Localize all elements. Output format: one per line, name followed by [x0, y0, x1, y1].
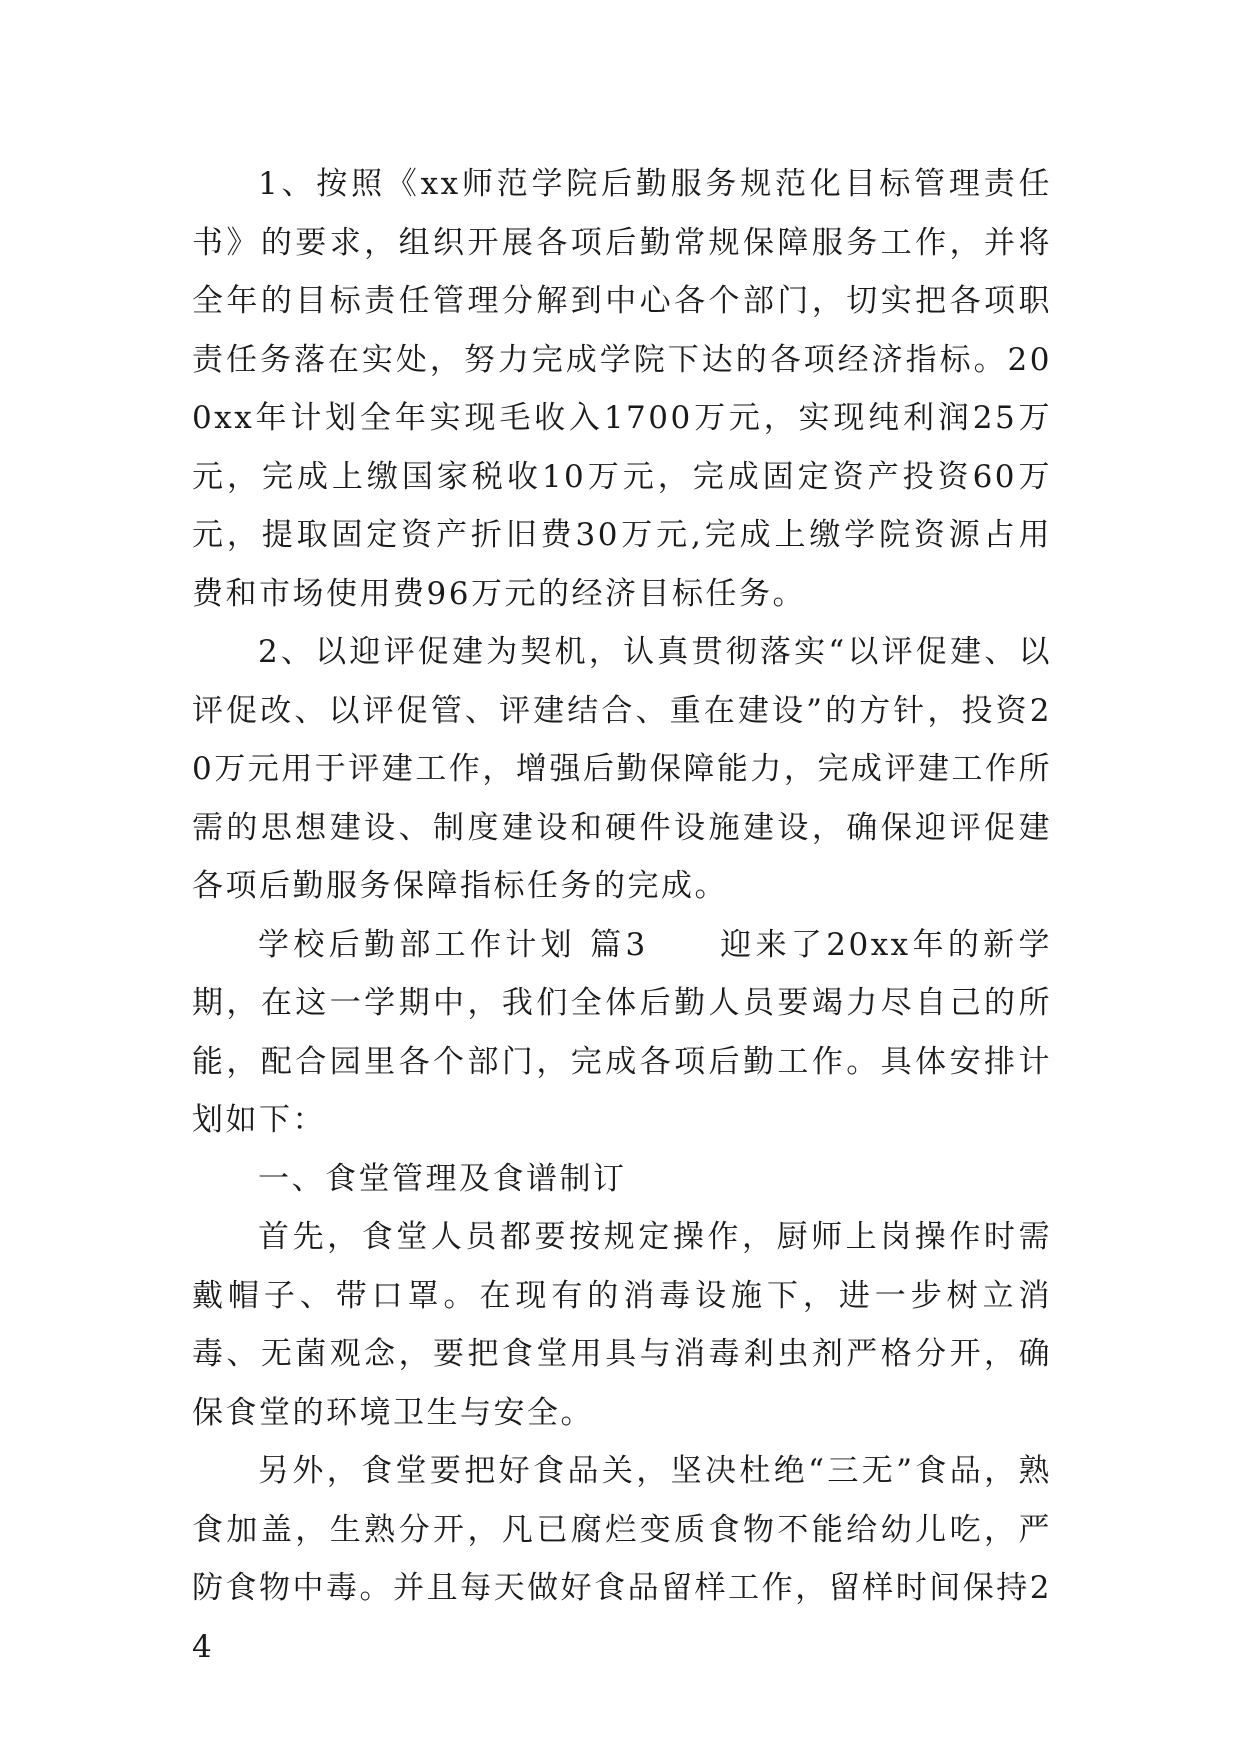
- document-body: [192, 155, 1052, 1676]
- paragraph-plan-intro: 学校后勤部工作计划 篇3 迎来了20xx年的新学期，在这一学期中，我们全体后勤人员要竭力尽自己的所能，配合园里各个部门，完成各项后勤工作。具体安排计划如下：: [192, 926, 1052, 1138]
- section-heading-canteen: 一、食堂管理及食谱制订: [258, 1160, 627, 1197]
- paragraph-evaluation-construction: 2、以迎评促建为契机，认真贯彻落实“以评促建、以评促改、以评促管、评建结合、重在建设”的方针，投资20万元用于评建工作，增强后勤保障能力，完成评建工作所需的思想建设、制度建设和硬件设施建设，确保迎评促建各项后勤服务保障指标任务的完成。: [192, 634, 1052, 904]
- paragraph-canteen-hygiene: 首先，食堂人员都要按规定操作，厨师上岗操作时需戴帽子、带口罩。在现有的消毒设施下，进一步树立消毒、无菌观念，要把食堂用具与消毒剎虫剂严格分开，确保食堂的环境卫生与安全。: [192, 1219, 1052, 1431]
- paragraph-food-safety: 另外，食堂要把好食品关，坚决杜绝“三无”食品，熟食加盖，生熟分开，凡已腐烂变质食物不能给幼儿吃，严防食物中毒。并且每天做好食品留样工作，留样时间保持24: [192, 1453, 1052, 1665]
- paragraph-economic-targets: 1、按照《xx师范学院后勤服务规范化目标管理责任书》的要求，组织开展各项后勤常规保障服务工作，并将全年的目标责任管理分解到中心各个部门，切实把各项职责任务落在实处，努力完成学院下达的各项经济指标。200xx年计划全年实现毛收入1700万元，实现纯利润25万元，完成上缴国家税收10万元，完成固定资产投资60万元，提取固定资产折旧费30万元,完成上缴学院资源占用费和市场使用费96万元的经济目标任务。: [192, 166, 1052, 612]
